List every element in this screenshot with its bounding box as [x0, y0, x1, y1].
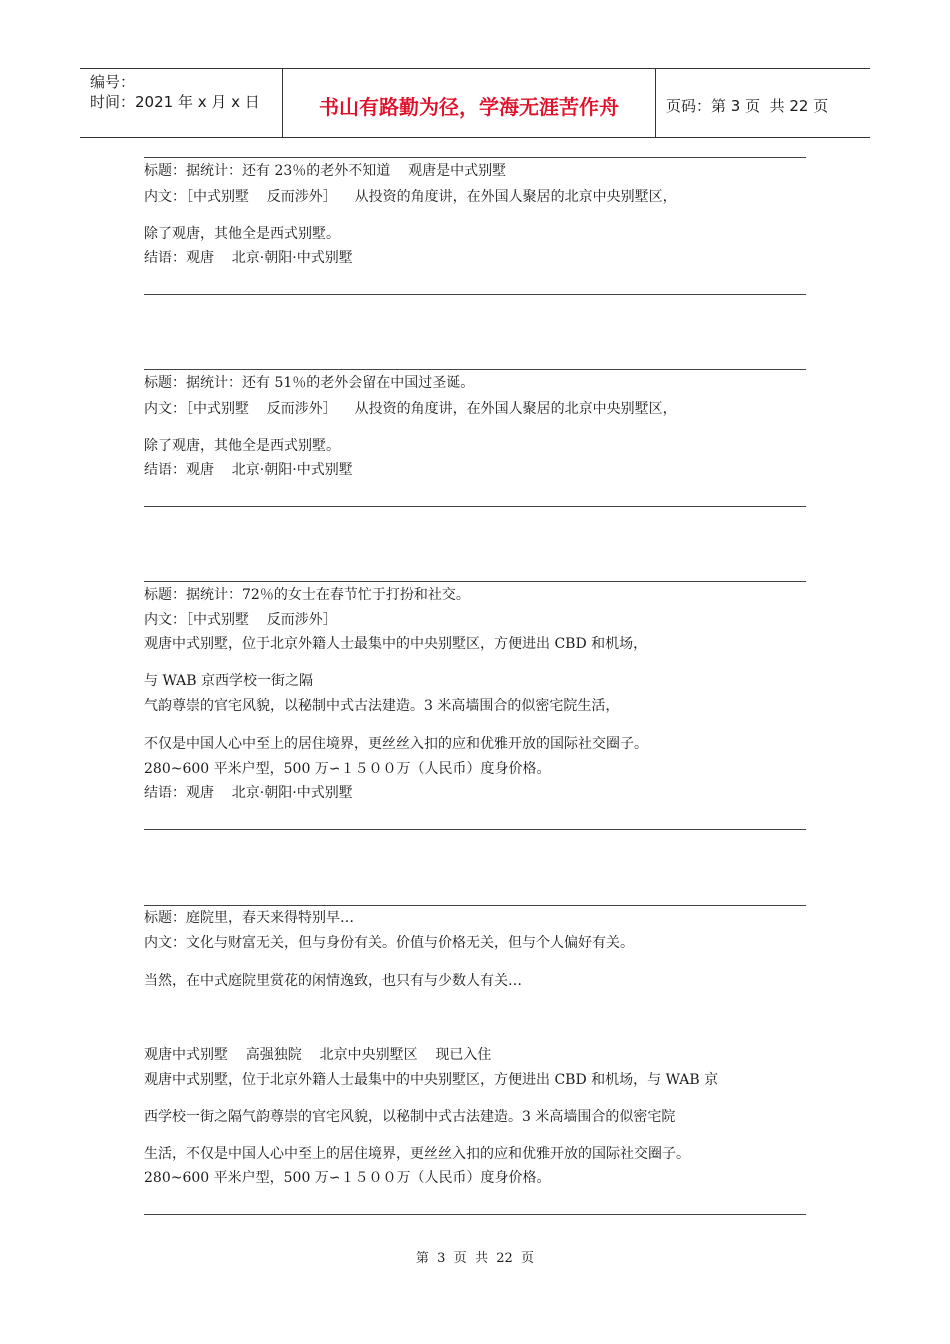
id-label: 编号： — [90, 73, 136, 91]
block-3-title: 标题：据统计：72％的女士在春节忙于打扮和社交。 — [144, 587, 470, 603]
block-1-body-cont: 除了观唐，其他全是西式别墅。 — [144, 226, 340, 242]
block-1-top-rule — [144, 157, 806, 158]
block-4-body-2: 当然，在中式庭院里赏花的闲情逸致，也只有与少数人有关… — [144, 973, 522, 989]
block-4-bottom-rule — [144, 1214, 806, 1215]
block-3-body-1: 观唐中式别墅，位于北京外籍人士最集中的中央别墅区，方便进出 CBD 和机场， — [144, 636, 648, 652]
block-4-body-3: 观唐中式别墅，位于北京外籍人士最集中的中央别墅区，方便进出 CBD 和机场，与 WAB 京 — [144, 1072, 719, 1088]
block-4-top-rule — [144, 905, 806, 906]
block-3-top-rule — [144, 581, 806, 582]
block-3-body-4: 不仅是中国人心中至上的居住境界，更丝丝入扣的应和优雅开放的国际社交圈子。 — [144, 736, 648, 752]
block-1-title: 标题：据统计：还有 23％的老外不知道 观唐是中式别墅 — [144, 163, 507, 179]
block-4-title: 标题：庭院里，春天来得特别早… — [144, 910, 354, 926]
header-page-cell — [656, 69, 870, 137]
block-4-body-4: 西学校一街之隔气韵尊崇的官宅风貌，以秘制中式古法建造。3 米高墙围合的似密宅院 — [144, 1109, 676, 1125]
block-3-bottom-rule — [144, 829, 806, 830]
date-label: 时间：2021 年 x 月 x 日 — [90, 93, 260, 111]
block-3-body-3: 气韵尊崇的官宅风貌，以秘制中式古法建造。3 米高墙围合的似密宅院生活， — [144, 698, 620, 714]
block-2-title: 标题：据统计：还有 51％的老外会留在中国过圣诞。 — [144, 375, 475, 391]
block-2-top-rule — [144, 369, 806, 370]
block-2-body-cont: 除了观唐，其他全是西式别墅。 — [144, 438, 340, 454]
block-1-bottom-rule — [144, 294, 806, 295]
block-2-bottom-rule — [144, 506, 806, 507]
block-4-price: 280~600 平米户型，500 万∽１５００万（人民币）度身价格。 — [144, 1170, 551, 1186]
block-4-body-1: 内文：文化与财富无关，但与身份有关。价值与价格无关，但与个人偏好有关。 — [144, 935, 634, 951]
page-info: 页码：第 3 页 共 22 页 — [666, 97, 829, 115]
block-4-tagline: 观唐中式别墅 高强独院 北京中央别墅区 现已入住 — [144, 1047, 492, 1063]
block-4-body-5: 生活，不仅是中国人心中至上的居住境界，更丝丝入扣的应和优雅开放的国际社交圈子。 — [144, 1146, 690, 1162]
header-motto-cell — [283, 69, 656, 137]
page-footer: 第 3 页 共 22 页 — [415, 1251, 535, 1266]
block-2-conclusion: 结语：观唐 北京·朝阳·中式别墅 — [144, 462, 353, 478]
block-3-conclusion: 结语：观唐 北京·朝阳·中式别墅 — [144, 785, 353, 801]
block-3-price: 280~600 平米户型，500 万∽１５００万（人民币）度身价格。 — [144, 761, 551, 777]
block-3-body-label: 内文：［中式别墅 反而涉外］ — [144, 612, 337, 628]
motto: 书山有路勤为径，学海无涯苦作舟 — [319, 95, 619, 119]
block-1-body: 内文：［中式别墅 反而涉外］ 从投资的角度讲，在外国人聚居的北京中央别墅区， — [144, 189, 677, 205]
page-header — [80, 68, 870, 138]
block-1-conclusion: 结语：观唐 北京·朝阳·中式别墅 — [144, 250, 353, 266]
header-meta-cell — [80, 69, 283, 137]
block-3-body-2: 与 WAB 京西学校一街之隔 — [144, 673, 313, 689]
block-2-body: 内文：［中式别墅 反而涉外］ 从投资的角度讲，在外国人聚居的北京中央别墅区， — [144, 401, 677, 417]
